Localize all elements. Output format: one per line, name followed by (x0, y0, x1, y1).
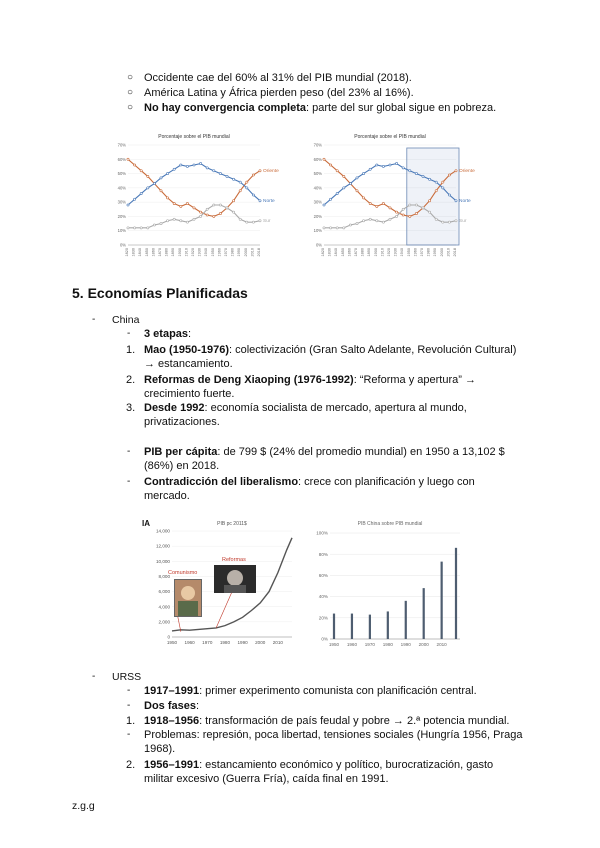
data-point (226, 175, 228, 177)
chart-title: PIB China sobre PIB mundial (357, 521, 423, 527)
data-point (363, 220, 365, 222)
data-point (415, 172, 417, 174)
series-label: Norte (459, 199, 471, 205)
data-point (336, 227, 338, 229)
data-point (369, 218, 371, 220)
bar-2000 (423, 588, 425, 639)
data-point (239, 218, 241, 220)
data-point (160, 190, 162, 192)
x-tick-label: 1820 (125, 248, 129, 257)
corner-label: IA (142, 519, 150, 528)
data-point (134, 164, 136, 166)
stage-number: 3. (126, 402, 136, 414)
data-point (382, 165, 384, 167)
data-point (442, 181, 444, 183)
x-tick-label: 1900 (177, 248, 182, 257)
x-tick-label: 1990 (433, 248, 438, 257)
y-tick-label: 10,000 (155, 558, 170, 564)
text: : parte del sur global sigue en pobreza. (306, 102, 497, 114)
y-tick-label: 50% (313, 171, 322, 177)
data-point (180, 164, 182, 166)
data-point (140, 170, 142, 172)
x-tick-label: 1970 (224, 248, 228, 257)
bold-text: Mao (1950-1976) (144, 344, 229, 356)
chart-title: PIB pc 2011$ (217, 521, 247, 527)
data-point (127, 158, 129, 160)
data-point (160, 222, 162, 224)
text: : crece con planificación y luego con mercado. (144, 476, 475, 502)
data-point (233, 211, 235, 213)
urss-problemas: Problemas: represión, poca libertad, tensiones sociales (Hungría 1956, Praga 1968). (144, 729, 523, 755)
bold-text: Dos fases (144, 700, 196, 712)
y-tick-label: 6,000 (158, 589, 170, 595)
data-point (435, 190, 437, 192)
data-point (180, 220, 182, 222)
x-tick-label: 1910 (184, 248, 189, 257)
x-tick-label: 1930 (197, 248, 202, 257)
data-point (389, 164, 391, 166)
data-point (173, 202, 175, 204)
urss-1917-1991 (144, 684, 477, 698)
y-tick-label: 30% (313, 199, 322, 205)
data-point (429, 178, 431, 180)
x-tick-label: 2000 (439, 248, 444, 257)
x-tick-label: 1960 (184, 640, 195, 645)
x-tick-label: 1920 (387, 248, 391, 257)
data-point (246, 181, 248, 183)
y-tick-label: 80% (318, 551, 328, 557)
mao-portrait (174, 579, 202, 617)
y-tick-label: 60% (313, 156, 322, 162)
bar-1960 (351, 614, 353, 639)
y-tick-label: 40% (318, 594, 328, 600)
data-point (167, 197, 169, 199)
data-point (219, 212, 221, 214)
bullet-convergencia (144, 101, 496, 115)
deng-photo-label: Reformas (222, 557, 246, 563)
data-point (219, 204, 221, 206)
line-chart-pib-share-highlight (306, 130, 486, 270)
stage-number: 1. (126, 344, 136, 356)
x-tick-label: 1890 (367, 248, 372, 257)
data-point (246, 187, 248, 189)
series-label: Sur (459, 219, 467, 225)
data-point (200, 162, 202, 164)
x-tick-label: 1870 (354, 248, 358, 257)
x-tick-label: 1820 (321, 248, 325, 257)
data-point (402, 167, 404, 169)
y-tick-label: 8,000 (158, 574, 170, 580)
data-point (233, 178, 235, 180)
bullet-dash: - (92, 314, 96, 325)
data-point (160, 177, 162, 179)
data-point (415, 212, 417, 214)
data-point (173, 218, 175, 220)
bar-1970 (369, 615, 371, 639)
data-point (336, 170, 338, 172)
text: : de 799 $ (24% del promedio mundial) en 1950 a 13,102 $ (86%) en 2018. (144, 446, 505, 472)
data-point (252, 194, 254, 196)
data-point (455, 220, 457, 222)
data-point (422, 207, 424, 209)
data-point (356, 177, 358, 179)
phase-number: 2. (126, 759, 136, 771)
data-point (396, 215, 398, 217)
bullet-dash: - (127, 729, 131, 740)
bullet-circle: ○ (127, 102, 134, 113)
bullet-dash: - (127, 700, 131, 711)
data-point (343, 175, 345, 177)
y-tick-label: 0% (321, 636, 328, 642)
data-point (429, 211, 431, 213)
data-point (422, 175, 424, 177)
y-tick-label: 10% (117, 228, 126, 234)
y-tick-label: 50% (117, 171, 126, 177)
china-etapas (144, 327, 191, 341)
data-point (173, 168, 175, 170)
data-point (429, 200, 431, 202)
y-tick-label: 70% (313, 142, 322, 148)
data-point (435, 218, 437, 220)
x-tick-label: 1950 (166, 640, 178, 645)
data-point (239, 190, 241, 192)
bold-text: 1956–1991 (144, 759, 200, 771)
china-label: China (112, 314, 140, 326)
series-label: Oriente (459, 169, 475, 175)
china-pib-per-capita (144, 445, 519, 473)
data-point (252, 221, 254, 223)
data-point (363, 172, 365, 174)
data-point (349, 182, 351, 184)
data-point (213, 170, 215, 172)
text: : transformación de país feudal y pobre → 2.ª potencia mundial. (199, 715, 510, 727)
x-tick-label: 1900 (373, 248, 378, 257)
data-point (409, 204, 411, 206)
y-tick-label: 60% (318, 573, 328, 578)
data-point (415, 204, 417, 206)
x-tick-label: 1980 (426, 248, 431, 257)
y-tick-label: 20% (313, 213, 322, 219)
data-point (343, 187, 345, 189)
x-tick-label: 1880 (164, 248, 169, 257)
x-tick-label: 1940 (400, 248, 405, 257)
data-point (389, 218, 391, 220)
data-point (435, 181, 437, 183)
bold-text: PIB per cápita (144, 446, 218, 458)
y-tick-label: 14,000 (155, 528, 170, 534)
bullet-america-latina: América Latina y África pierden peso (del 23% al 16%). (144, 87, 414, 99)
data-point (376, 220, 378, 222)
y-tick-label: 0 (167, 634, 170, 640)
data-point (147, 175, 149, 177)
chart-title: Porcentaje sobre el PIB mundial (354, 134, 426, 140)
x-tick-label: 1840 (138, 248, 143, 257)
data-point (448, 221, 450, 223)
data-point (409, 170, 411, 172)
bullet-dash: - (127, 685, 131, 696)
data-point (363, 197, 365, 199)
data-point (442, 187, 444, 189)
bold-text: Contradicción del liberalismo (144, 476, 299, 488)
bullet-dash: - (92, 671, 96, 682)
x-tick-label: 1970 (364, 642, 375, 647)
y-tick-label: 0% (315, 242, 322, 248)
bullet-dash: - (127, 476, 131, 487)
bullet-circle: ○ (127, 72, 134, 83)
data-point (167, 220, 169, 222)
data-point (180, 205, 182, 207)
y-tick-label: 20% (318, 615, 328, 621)
urss-phase-2 (144, 758, 524, 786)
urss-label: URSS (112, 671, 142, 683)
series-label: Oriente (263, 169, 279, 175)
data-point (206, 167, 208, 169)
bar-1980 (387, 611, 389, 639)
x-tick-label: 1920 (191, 248, 195, 257)
data-point (140, 227, 142, 229)
x-tick-label: 1990 (400, 642, 411, 647)
bold-text: Desde 1992 (144, 402, 205, 414)
data-point (186, 221, 188, 223)
y-tick-label: 20% (117, 213, 126, 219)
data-point (356, 222, 358, 224)
series-label: Sur (263, 219, 271, 225)
data-point (127, 227, 129, 229)
series-line-norte (128, 164, 260, 205)
bar-1990 (405, 601, 407, 639)
bullet-circle: ○ (127, 87, 134, 98)
y-tick-label: 2,000 (158, 619, 170, 625)
x-tick-label: 2000 (255, 640, 266, 645)
data-point (140, 192, 142, 194)
data-point (323, 158, 325, 160)
data-point (200, 215, 202, 217)
data-point (336, 192, 338, 194)
data-point (369, 168, 371, 170)
bullet-dash: - (127, 328, 131, 339)
data-point (382, 202, 384, 204)
data-point (233, 200, 235, 202)
x-tick-label: 2010 (446, 248, 451, 257)
data-point (349, 224, 351, 226)
data-point (382, 221, 384, 223)
x-tick-label: 1970 (202, 640, 213, 645)
x-tick-label: 1950 (406, 248, 411, 257)
bar-1950 (333, 614, 335, 639)
data-point (323, 227, 325, 229)
data-point (376, 205, 378, 207)
x-tick-label: 1910 (380, 248, 385, 257)
data-point (356, 190, 358, 192)
data-point (186, 202, 188, 204)
data-point (323, 204, 325, 206)
data-point (127, 204, 129, 206)
y-tick-label: 0% (119, 242, 126, 248)
x-tick-label: 1840 (334, 248, 339, 257)
x-tick-label: 1870 (158, 248, 162, 257)
data-point (409, 215, 411, 217)
data-point (147, 227, 149, 229)
data-point (134, 198, 136, 200)
y-tick-label: 40% (313, 185, 322, 191)
x-tick-label: 1880 (360, 248, 365, 257)
china-stage-1992 (144, 401, 514, 429)
data-point (186, 165, 188, 167)
data-point (259, 200, 261, 202)
y-tick-label: 100% (316, 530, 328, 536)
x-tick-label: 1990 (237, 248, 242, 257)
portrait-silhouette-icon (175, 580, 201, 616)
x-tick-label: 1940 (204, 248, 209, 257)
data-point (193, 164, 195, 166)
data-point (213, 215, 215, 217)
x-tick-label: 1980 (382, 642, 393, 647)
data-point (134, 227, 136, 229)
x-tick-label: 1960 (346, 642, 358, 647)
data-point (226, 207, 228, 209)
data-point (448, 194, 450, 196)
data-point (193, 207, 195, 209)
data-point (396, 211, 398, 213)
phase-number: 1. (126, 715, 136, 727)
y-tick-label: 40% (117, 185, 126, 191)
data-point (259, 170, 261, 172)
data-point (330, 164, 332, 166)
bold-text: 3 etapas (144, 328, 189, 340)
data-point (442, 221, 444, 223)
y-tick-label: 12,000 (155, 543, 170, 549)
data-point (455, 200, 457, 202)
data-point (193, 218, 195, 220)
data-point (239, 181, 241, 183)
x-tick-label: 1980 (219, 640, 231, 645)
x-tick-label: 1830 (131, 248, 136, 257)
x-tick-label: 1890 (171, 248, 176, 257)
data-point (455, 170, 457, 172)
text: : (195, 700, 200, 712)
line-chart-pib-share (110, 130, 290, 270)
text: : (188, 328, 192, 340)
data-point (206, 214, 208, 216)
data-point (389, 207, 391, 209)
x-tick-label: 2018 (453, 248, 457, 257)
stage-number: 2. (126, 374, 136, 386)
data-point (330, 198, 332, 200)
x-tick-label: 1850 (340, 248, 345, 257)
text: : “Reforma y apertura” → crecimiento fuerte. (144, 374, 476, 400)
bullet-dash: - (127, 446, 131, 457)
bold-text: 1918–1956 (144, 715, 200, 727)
x-tick-label: 1850 (144, 248, 149, 257)
section-title: 5. Economías Planificadas (72, 285, 248, 301)
deng-portrait (214, 565, 256, 593)
x-tick-label: 1860 (347, 248, 352, 257)
data-point (402, 214, 404, 216)
bold-text: 1917–1991 (144, 685, 200, 697)
y-tick-label: 70% (117, 142, 126, 148)
data-point (153, 182, 155, 184)
y-tick-label: 60% (117, 156, 126, 162)
x-tick-label: 2018 (257, 248, 261, 257)
text: : primer experimento comunista con planificación central. (199, 685, 477, 697)
data-point (396, 162, 398, 164)
x-tick-label: 1860 (151, 248, 156, 257)
chart-title: Porcentaje sobre el PIB mundial (158, 134, 230, 140)
data-point (246, 221, 248, 223)
x-tick-label: 1980 (230, 248, 235, 257)
data-point (376, 164, 378, 166)
bar-2018 (455, 548, 457, 639)
x-tick-label: 2010 (436, 642, 447, 647)
data-point (206, 208, 208, 210)
data-point (219, 172, 221, 174)
x-tick-label: 1990 (237, 640, 248, 645)
x-tick-label: 2000 (418, 642, 429, 647)
y-tick-label: 10% (313, 228, 322, 234)
data-point (259, 220, 261, 222)
data-point (369, 202, 371, 204)
series-label: Norte (263, 199, 275, 205)
bold-text: No hay convergencia completa (144, 102, 306, 114)
china-contradiccion (144, 475, 519, 503)
y-tick-label: 4,000 (158, 604, 170, 610)
x-tick-label: 1830 (327, 248, 332, 257)
y-tick-label: 30% (117, 199, 126, 205)
footer-initials: z.g.g (72, 800, 95, 812)
text: : colectivización (Gran Salto Adelante, Revolución Cultural) → estancamiento. (144, 344, 517, 370)
data-point (252, 174, 254, 176)
urss-dos-fases (144, 699, 199, 713)
china-stage-mao (144, 343, 529, 371)
x-tick-label: 1960 (217, 248, 222, 257)
portrait-silhouette-icon (214, 565, 256, 593)
x-tick-label: 1950 (328, 642, 340, 647)
bar-2010 (441, 562, 443, 639)
china-stage-deng (144, 373, 514, 401)
text: : economía socialista de mercado, apertura al mundo, privatizaciones. (144, 402, 467, 428)
bold-text: Reformas de Deng Xiaoping (1976-1992) (144, 374, 354, 386)
text: : estancamiento económico y político, burocratización, gasto militar excesivo (Guerra Fría), caída final en 1991. (144, 759, 494, 785)
data-point (402, 208, 404, 210)
x-tick-label: 2010 (272, 640, 283, 645)
x-tick-label: 1960 (413, 248, 418, 257)
data-point (330, 227, 332, 229)
data-point (343, 227, 345, 229)
x-tick-label: 1930 (393, 248, 398, 257)
bullet-occidente: Occidente cae del 60% al 31% del PIB mundial (2018). (144, 72, 412, 84)
urss-phase-1 (144, 714, 509, 728)
data-point (167, 172, 169, 174)
x-tick-label: 1970 (420, 248, 424, 257)
x-tick-label: 2010 (250, 248, 255, 257)
data-point (200, 211, 202, 213)
x-tick-label: 1950 (210, 248, 215, 257)
data-point (213, 204, 215, 206)
bar-chart-china-share (308, 515, 468, 655)
x-tick-label: 2000 (243, 248, 248, 257)
mao-photo-label: Comunismo (168, 570, 198, 576)
data-point (448, 174, 450, 176)
data-point (153, 224, 155, 226)
data-point (147, 187, 149, 189)
